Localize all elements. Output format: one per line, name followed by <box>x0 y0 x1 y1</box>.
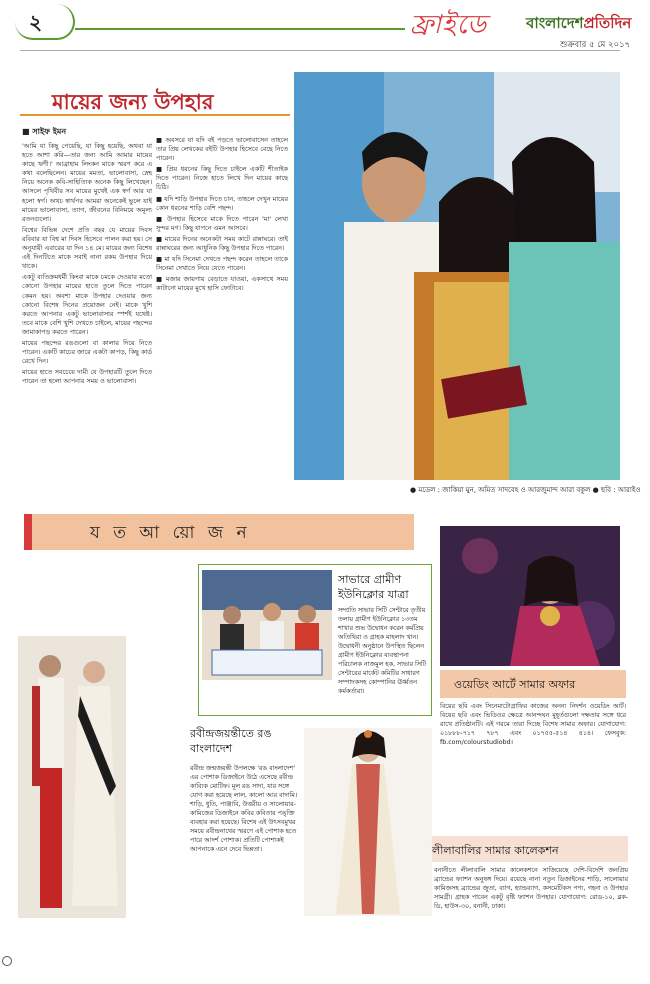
brand-part2: প্রতিদিন <box>583 14 632 32</box>
tip-item: ■ যদি শাড়ি উপহার দিতে চান, তাহলে দেখুন মায়ের কোন ধরনের শাড়ি বেশি পছন্দ। <box>156 194 288 212</box>
lead-title: মায়ের জন্য উপহার <box>52 89 214 114</box>
model-illustration <box>304 728 432 916</box>
lead-photo <box>294 72 620 480</box>
page-number: ২ <box>15 4 75 40</box>
grameen-text: সম্প্রতি সাভার সিটি সেন্টারে তৃতীয় তলায় গ্রামীণ ইউনিক্লোর ১৩তম শাখার শুভ উদ্বোধন করেন কর্মপ্রিয় অতিথিরা ও গ্রাহক মাহলাদ খান। উদ্বোধনী অনুষ্ঠানে উপস্থিত ছিলেন গ্রামীণ ইউনিক্লোর ব্যবস্থাপনা পরিচালক নাজমুল হক, সাভার সিটি সেন্টারের মার্কেট কমিটির সাধারণ সম্পাদকসহ কোম্পানির ঊর্ধ্বতন কর্মকর্তারা। <box>338 607 427 695</box>
header-divider <box>20 50 620 51</box>
wedding-photo <box>440 526 620 666</box>
issue-date: শুক্রবার ৫ মে ২০১৭ <box>560 40 631 50</box>
section-band-title: য ত আ য়ো জ ন <box>90 523 251 543</box>
ribbon-cutting-illustration <box>202 570 332 680</box>
photo-caption: ● মডেল : জাকিয়া মুন, অমিত সাদবেহ ও আরজুমান্দ আরা বকুল ● ছবি : আরাইও <box>410 486 641 494</box>
couple-illustration <box>18 636 126 918</box>
grameen-title: সাভারে গ্রামীণ ইউনিক্লোর যাত্রা <box>338 573 409 601</box>
tip-item: ■ উপহার হিসেবে মাকে দিতে পারেন 'মা' লেখা সুন্দর মগ। কিছু যাপনে এমন আসবে। <box>156 214 288 232</box>
lead-paragraph: বিশ্বের বিভিন্ন দেশে প্রতি বছর যে মায়ের দিবস রবিবার যা বিশ্ব মা দিবস হিসেবে পালন করা হয়। সে অনুযায়ী এবারের যা দিন ১৪ মে। মায়ের জন্য বিশেষ এই দিনটিতে মাকে সবাই নানা রকম উপহার দিয়ে থাকে। <box>22 225 152 271</box>
lead-paragraph: 'আমি যা কিছু পেয়েছি, যা কিছু হয়েছি, অথবা যা হতে আশা করি—তার জন্য আমি আমার মায়ের কাছে ঋণী।' আব্রাহাম লিংকন মাকে স্মরণ করে এ কথা বলেছিলেন। মায়ের মমতা, ভালোবাসা, স্নেহ নিয়ে অনেক কবি-সাহিত্যিক অনেক কিছু লিখেছেন। আসলে পৃথিবীর সব মায়ের মুখেই এক স্বর্গ আর যা হলো স্বর্গ। অথচ স্বার্থপর আমরা অনেকেই ভুলে যাই মায়ের ভালোবাসা, ত্যাগ, জীবনের বিনিময়ে অমূল্য রতনগুলো। <box>22 142 152 223</box>
grameen-photo <box>202 570 332 680</box>
header-rule <box>75 28 405 30</box>
byline: ■ সাইফ ইমন <box>22 127 67 136</box>
section-band-stripe <box>24 514 32 550</box>
tip-item: ■ অবসরে যা যদি বই পড়তে ভালোবাসেন তাহলে তার প্রিয় লেখকের বইটি উপহার হিসেবে বেছে নিতে পারেন। <box>156 136 288 163</box>
rabindra-title: রবীন্দ্রজয়ন্তীতে রঙ বাংলাদেশ <box>190 727 272 755</box>
leela-text: বনানীতে লীলাবালি সামার কালেকশনে সাজিয়েছে দেশি-বিদেশি জনপ্রিয় ব্র্যান্ডের ফ্যাশন অনুষঙ্গ দিয়ে। রয়েছে নানা নতুন ডিজাইনের শাড়ি, সালোয়ার কামিজসহ ব্র্যান্ডের জুতা, ব্যাগ, হ্যান্ডব্যাগ, কসমেটিকস পণ্য, গহনা ও উপহার সামগ্রী। গ্রাহক পাবেন একটু বৃষ্টি ফ্যাশন উপহার। যোগাযোগ: রোড-১০, ব্লক-ডি, হাউস-৩০, বনানী, ঢাকা। <box>434 867 628 910</box>
lead-paragraph: মায়ের হাতে সবচেয়ে দামী যে উপহারটি তুলে দিতে পারেন তা হলো আপনার সময় ও ভালোবাসা। <box>22 368 152 386</box>
family-photo-illustration <box>294 72 620 480</box>
lead-column-2 <box>156 136 288 296</box>
registration-mark-icon <box>2 956 12 966</box>
wedding-text: বিয়ের ছবি এবং সিনেমাটোগ্রাফির কাজের অনন্য নিদর্শন ওয়েডিং আর্ট। বিয়ের ছবি এবং ভিডিওর ক্ষেত্রে আনন্দঘন মুহূর্তগুলো দক্ষতার সঙ্গে ধরে রাখে প্রতিষ্ঠানটি। এই গরমে তারা দিচ্ছে বিশেষ সামার অফার। যোগাযোগ: ০১৮৮৮-৭১৭ ৭৮৭ এবং ০১৭৫৫-৫১৪ ৪১৪। ফেসবুক: fb.com/colourstudiobd। <box>440 703 626 746</box>
leela-title: লীলাবালির সামার কালেকশন <box>432 844 559 857</box>
rabindra-text: রবীন্দ্র জন্মজয়ন্তী উপলক্ষে 'রঙ বাংলাদেশ' এর পোশাক ডিজাইনে উঠে এসেছে রবীন্দ্র কাব্যিক মোটিফ। মূল রঙ সাদা, যার সঙ্গে যোগ করা হয়েছে লাল, কালো আর বাদামি। শাড়ি, ধুতি, পাঞ্জাবি, উত্তরীয় ও সালোয়ার-কামিজের ডিজাইনে কবির কবিতার পঙ্‌ক্তি ব্যবহার করা হয়েছে। বিশেষ এই উৎসবমুখর সময়ে রবীন্দ্রনাথের স্মরণে এই পোশাক হতে পারে আদর্শ পোশাক। প্রতিটি পোশাকই আপনাকে এনে দেবে ভিন্নতা। <box>190 765 298 853</box>
rabindra-model-photo <box>304 728 432 916</box>
tip-item: ■ মা যদি সিনেমা দেখতে পছন্দ করেন তাহলে তাকে সিনেমা দেখাতে নিয়ে যেতে পারেন। <box>156 255 288 273</box>
tip-item: ■ মজার জায়গায় বেড়াতে যাওয়া, একসাথে সময় কাটানো মায়ের মুখে হাসি ফোটাবে। <box>156 275 288 293</box>
wedding-title: ওয়েডিং আর্টে সামার অফার <box>454 678 576 691</box>
tip-item: ■ প্রিয় ধরনের কিছু দিতে চাইলে একটি শীতাইক দিতে পারেন। নিজে হাতে লিখে দিন মায়ের কাছে চিঠি। <box>156 165 288 192</box>
tip-item: ■ মায়ের দিনের অনেকটা সময় কাটে রান্নাঘরে। তাই রান্নাঘরের জন্য আধুনিক কিছু উপহার দিতে পারেন। <box>156 234 288 253</box>
couple-fashion-photo <box>18 636 126 918</box>
lead-title-underline <box>20 114 290 116</box>
brand-part1: বাংলাদেশ <box>526 14 584 32</box>
brand-logo <box>526 12 631 37</box>
section-title: ফ্রাইডে <box>410 10 488 40</box>
bride-illustration <box>440 526 620 666</box>
lead-paragraph: একটু ব্যতিক্রমধর্মী কিংবা মাকে চমকে দেওয়ার মতো কোনো উপহার মায়ের হাতে তুলে দিতে পারেন কেমন হয়। অবশ্য মাকে উপহার দেওয়ার জন্য কোনো বিশেষ দিনের প্রয়োজন নেই। মাকে খুশি করতে আপনার একটু ভালোবাসার স্পর্শই যথেষ্ট। তবে মাকে বেশি খুশি দেখতে চাইলে, মায়ের পছন্দের জামাকাপড় করতে পারেন। <box>22 273 152 336</box>
lead-column-1 <box>22 142 152 388</box>
lead-paragraph: মায়ের পছন্দের রঙগুলো বা কালার দিয়ে নিতে পারেন। একটি কাচের জারে একটা কাপড়, কিছু কার্ড রেখে দিন। <box>22 338 152 366</box>
